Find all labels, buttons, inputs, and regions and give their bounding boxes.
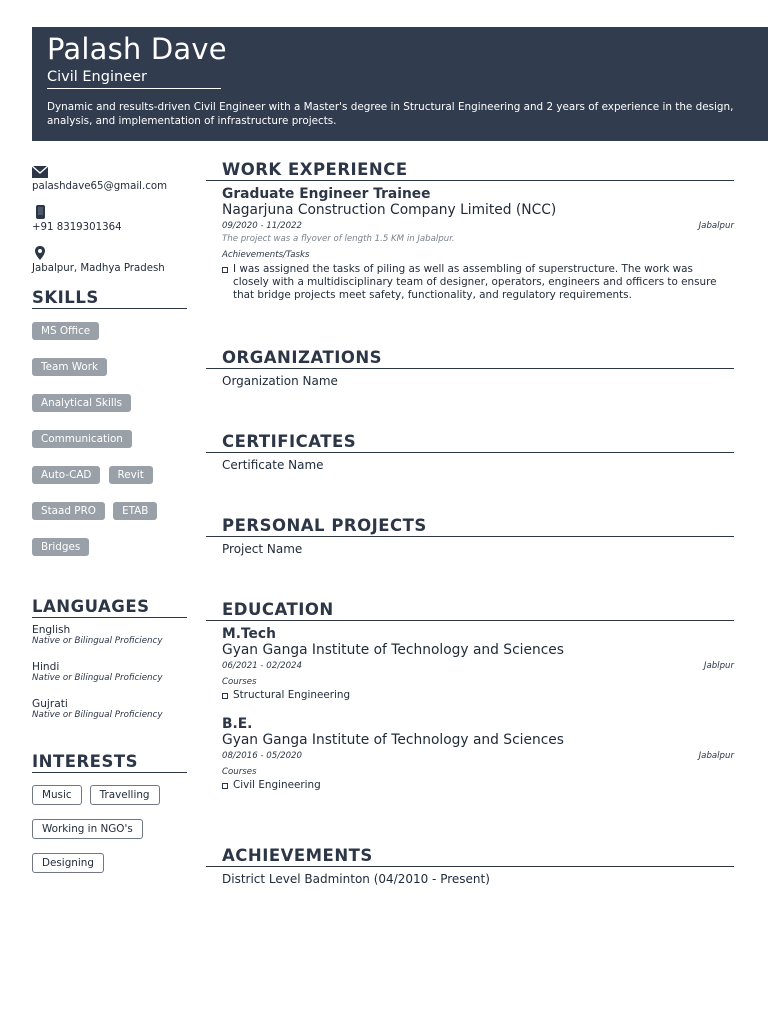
- resume-header: [32, 27, 768, 141]
- language-name: English: [32, 624, 71, 636]
- certificate-item: Certificate Name: [222, 458, 324, 472]
- interests-heading: INTERESTS: [32, 752, 187, 773]
- organizations-heading: ORGANIZATIONS: [206, 348, 734, 369]
- phone-text: +91 8319301364: [32, 222, 122, 233]
- degree-name: B.E.: [222, 716, 253, 732]
- education-entry: [206, 716, 734, 792]
- education-dates: 08/2016 - 05/2020: [222, 751, 302, 761]
- interest-tag: Working in NGO's: [32, 819, 143, 839]
- organization-item: Organization Name: [222, 374, 338, 388]
- phone-icon: [32, 204, 48, 218]
- location-pin-icon: [32, 245, 48, 259]
- certificates-heading: CERTIFICATES: [206, 432, 734, 453]
- skill-pill: Revit: [109, 466, 153, 484]
- skill-pill: Analytical Skills: [32, 394, 131, 412]
- school-name: Gyan Ganga Institute of Technology and Sciences: [222, 642, 564, 658]
- organizations-section: [206, 348, 734, 388]
- task-bullet: I was assigned the tasks of piling as well as assembling of superstructure. The work was closely with a multidisciplinary team of designer, operators, engineers and officers to ensure that bridge projects meet safety, functionality, and regulatory requirements.: [222, 263, 728, 302]
- interest-tag: Designing: [32, 853, 104, 873]
- education-location: Jablpur: [703, 661, 734, 671]
- skills-heading: SKILLS: [32, 288, 187, 309]
- project-item: Project Name: [222, 542, 303, 556]
- education-location: Jabalpur: [698, 751, 734, 761]
- interests-list: [32, 783, 187, 873]
- skill-pill: Bridges: [32, 538, 89, 556]
- projects-heading: PERSONAL PROJECTS: [206, 516, 734, 537]
- certificates-section: [206, 432, 734, 472]
- degree-name: M.Tech: [222, 626, 276, 642]
- job-description: The project was a flyover of length 1.5 KM in Jabalpur.: [222, 234, 455, 244]
- skill-pill: ETAB: [113, 502, 157, 520]
- skill-pill: Staad PRO: [32, 502, 105, 520]
- courses-label: Courses: [222, 677, 257, 687]
- email-text: palashdave65@gmail.com: [32, 181, 167, 192]
- school-name: Gyan Ganga Institute of Technology and Sciences: [222, 732, 564, 748]
- job-meta: [222, 221, 734, 231]
- language-name: Hindi: [32, 661, 60, 673]
- job-title: Civil Engineer: [47, 69, 221, 89]
- work-heading: WORK EXPERIENCE: [206, 160, 734, 181]
- interest-tag: Music: [32, 785, 82, 805]
- course-item: Civil Engineering: [222, 779, 734, 792]
- education-heading: EDUCATION: [206, 600, 734, 621]
- achievement-item: District Level Badminton (04/2010 - Present): [222, 872, 490, 886]
- sidebar: [32, 160, 187, 873]
- achievements-section: [206, 846, 734, 886]
- language-level: Native or Bilingual Proficiency: [32, 710, 163, 720]
- full-name: Palash Dave: [47, 32, 227, 66]
- skill-pill: Team Work: [32, 358, 107, 376]
- skills-list: [32, 319, 187, 556]
- languages-heading: LANGUAGES: [32, 597, 187, 618]
- languages-list: [32, 624, 187, 720]
- job-role: Graduate Engineer Trainee: [222, 186, 431, 202]
- job-location: Jabalpur: [698, 221, 734, 231]
- language-name: Gujrati: [32, 698, 68, 710]
- education-meta: [222, 751, 734, 761]
- education-meta: [222, 661, 734, 671]
- job-dates: 09/2020 - 11/2022: [222, 221, 302, 231]
- language-level: Native or Bilingual Proficiency: [32, 636, 163, 646]
- company-name: Nagarjuna Construction Company Limited (NCC): [222, 202, 557, 218]
- skill-pill: Auto-CAD: [32, 466, 100, 484]
- profile-summary: Dynamic and results-driven Civil Engineer with a Master's degree in Structural Engineering and 2 years of experience in the design, analysis, and implementation of infrastructure projects.: [47, 101, 734, 127]
- location-text: Jabalpur, Madhya Pradesh: [32, 263, 165, 274]
- tasks-label: Achievements/Tasks: [222, 250, 310, 260]
- skill-pill: MS Office: [32, 322, 99, 340]
- projects-section: [206, 516, 734, 556]
- language-level: Native or Bilingual Proficiency: [32, 673, 163, 683]
- interest-tag: Travelling: [90, 785, 160, 805]
- work-section: [206, 160, 734, 302]
- education-section: [206, 600, 734, 792]
- education-dates: 06/2021 - 02/2024: [222, 661, 302, 671]
- courses-label: Courses: [222, 767, 257, 777]
- envelope-icon: [32, 163, 48, 177]
- education-entry: [206, 626, 734, 702]
- skill-pill: Communication: [32, 430, 132, 448]
- course-item: Structural Engineering: [222, 689, 734, 702]
- achievements-heading: ACHIEVEMENTS: [206, 846, 734, 867]
